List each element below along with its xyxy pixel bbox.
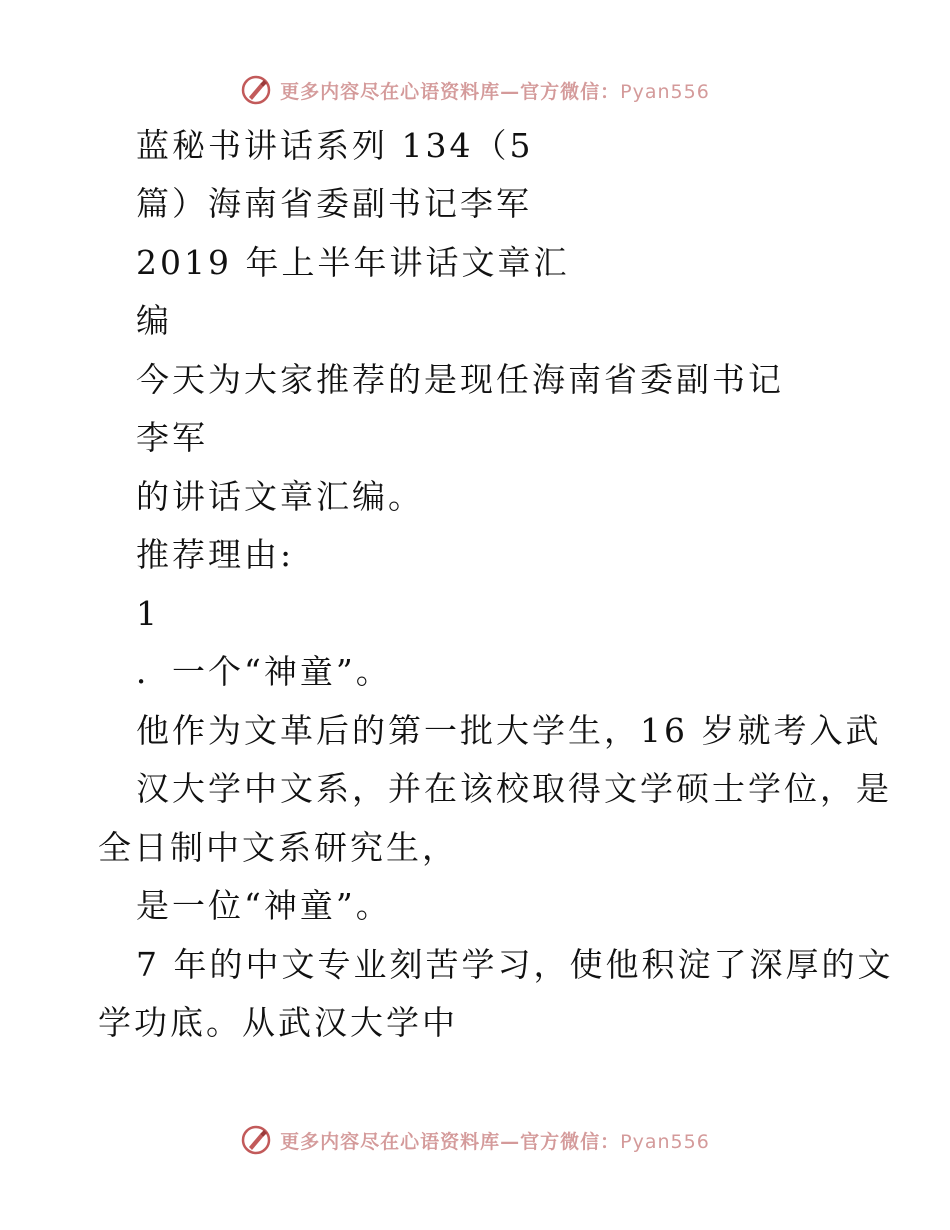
doc-line-title-3: 2019 年上半年讲话文章汇 xyxy=(136,243,570,282)
pen-circle-icon xyxy=(240,1124,272,1156)
doc-line-para-5: 7 年的中文专业刻苦学习，使他积淀了深厚的文 xyxy=(136,945,894,984)
doc-line-title-1: 蓝秘书讲话系列 134（5 xyxy=(136,126,534,165)
doc-line-para-2: 汉大学中文系，并在该校取得文学硕士学位，是 xyxy=(136,769,892,808)
watermark-text: 更多内容尽在心语资料库—官方微信：Pyan556 xyxy=(280,80,710,103)
doc-line-intro-1: 今天为大家推荐的是现任海南省委副书记 xyxy=(136,360,784,399)
doc-line-item-number: 1 xyxy=(136,594,160,633)
watermark-header xyxy=(0,70,950,110)
doc-line-para-6: 学功底。从武汉大学中 xyxy=(98,1003,458,1042)
watermark-text: 更多内容尽在心语资料库—官方微信：Pyan556 xyxy=(280,1130,710,1153)
doc-line-title-2: 篇）海南省委副书记李军 xyxy=(136,184,532,223)
doc-line-para-3: 全日制中文系研究生， xyxy=(98,828,458,867)
doc-line-title-4: 编 xyxy=(136,301,172,340)
pen-circle-icon xyxy=(240,74,272,106)
doc-line-item-title: ．一个“神童”。 xyxy=(136,652,392,691)
watermark-footer xyxy=(0,1120,950,1160)
doc-line-para-1: 他作为文革后的第一批大学生，16 岁就考入武 xyxy=(136,711,882,750)
doc-line-intro-2: 李军 xyxy=(136,418,208,457)
doc-line-intro-3: 的讲话文章汇编。 xyxy=(136,477,424,516)
doc-line-para-4: 是一位“神童”。 xyxy=(136,886,392,925)
doc-line-reason-heading: 推荐理由: xyxy=(136,535,295,574)
